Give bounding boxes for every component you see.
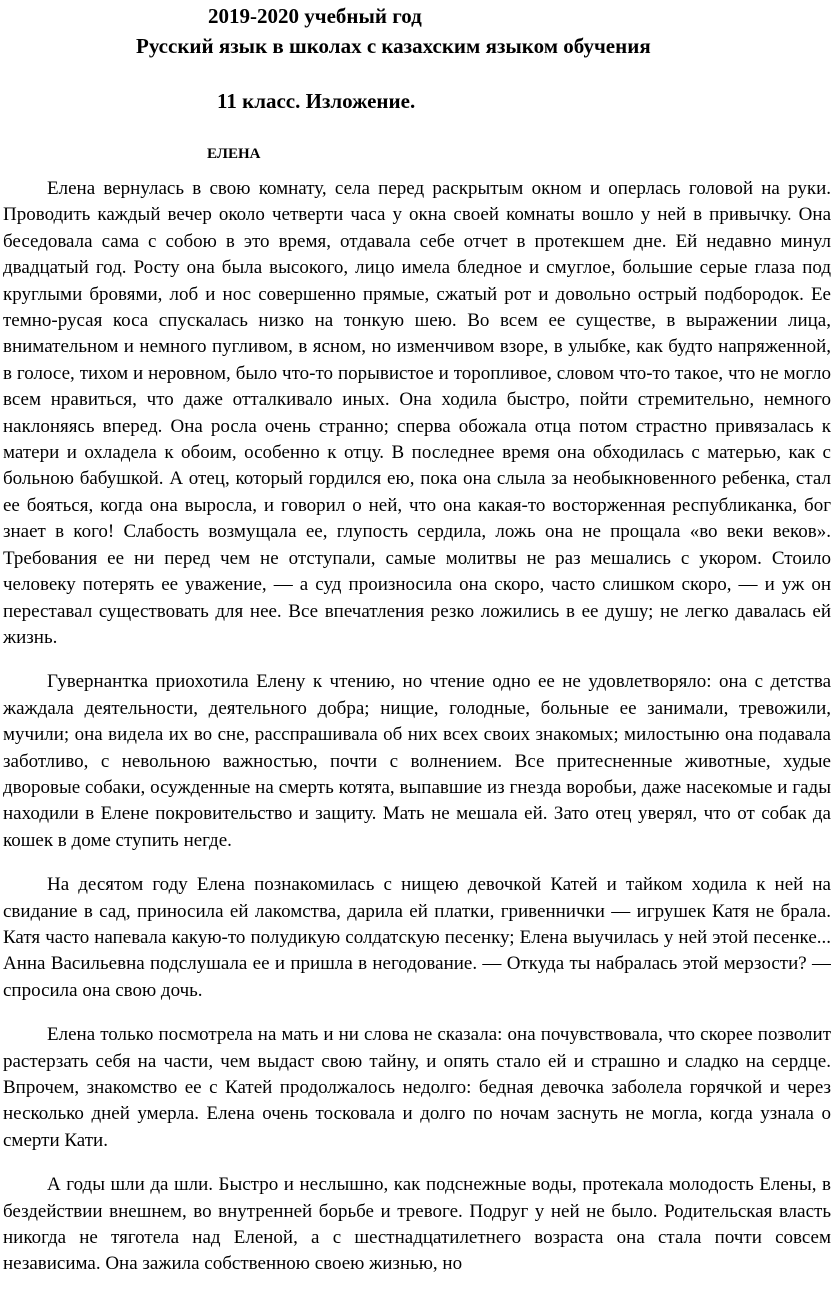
story-body (3, 176, 831, 1296)
paragraph-2: Гувернантка приохотила Елену к чтению, но чтение одно ее не удовлетворяло: она с детства жаждала деятельности, деятельного добра; нищие, голодные, больные ее занимали, тревожили, мучили; она видела их во сне, расспрашивала об них всех своих знакомых; милостыню она подавала заботливо, с невольною важностью, почти с волнением. Все притесненные животные, худые дворовые собаки, осужденные на смерть котята, выпавшие из гнезда воробьи, даже насекомые и гады находили в Елене покровительство и защиту. Мать не мешала ей. Зато отец уверял, что от собак да кошек в доме ступить негде. (3, 671, 831, 851)
school-year-heading: 2019-2020 учебный год (208, 4, 422, 28)
paragraph-5: А годы шли да шли. Быстро и неслышно, как подснежные воды, протекала молодость Елены, в бездействии внешнем, во внутренней борьбе и тревоге. Подруг у ней не было. Родительская власть никогда не тяготела над Еленой, а с шестнадцатилетнего возраста она стала почти совсем независима. Она зажила собственною своею жизнью, но (3, 1174, 831, 1275)
paragraph-4: Елена только посмотрела на мать и ни слова не сказала: она почувствовала, что скорее позволит растерзать себя на части, чем выдаст свою тайну, и опять стало ей и страшно и сладко на сердце. Впрочем, знакомство ее с Катей продолжалось недолго: бедная девочка заболела горячкой и через несколько дней умерла. Елена очень тосковала и долго по ночам заснуть не могла, когда узнала о смерти Кати. (3, 1024, 831, 1151)
paragraph-1: Елена вернулась в свою комнату, села перед раскрытым окном и оперлась головой на руки. Проводить каждый вечер около четверти часа у окна своей комнаты вошло у ней в привычку. Она беседовала сама с собою в это время, отдавала себе отчет в протекшем дне. Ей недавно минул двадцатый год. Росту она была высокого, лицо имела бледное и смуглое, большие серые глаза под круглыми бровями, лоб и нос совершенно прямые, сжатый рот и довольно острый подбородок. Ее темно-русая коса спускалась низко на тонкую шею. Во всем ее существе, в выражении лица, внимательном и немного пугливом, в ясном, но изменчивом взоре, в улыбке, как будто напряженной, в голосе, тихом и неровном, было что-то порывистое и торопливое, словом что-то такое, что не могло всем нравиться, что даже отталкивало иных. Она ходила быстро, пойти стремительно, немного наклоняясь вперед. Она росла очень странно; сперва обожала отца потом страстно привязалась к матери и охладела к обоим, особенно к отцу. В последнее время она обходилась с матерью, как с больною бабушкой. А отец, который гордился ею, пока она слыла за необыкновенного ребенка, стал ее бояться, когда она выросла, и говорил о ней, что она какая-то восторженная республиканка, бог знает в кого! Слабость возмущала ее, глупость сердила, ложь она не прощала «во веки веков». Требования ее ни перед чем не отступали, самые молитвы не раз мешались с укором. Стоило человеку потерять ее уважение, — а суд произносила она скоро, часто слишком скоро, — и уж он переставал существовать для нее. Все впечатления резко ложились в ее душу; не легко давалась ей жизнь. (3, 178, 831, 648)
paragraph-3: На десятом году Елена познакомилась с нищею девочкой Катей и тайком ходила к ней на свидание в сад, приносила ей лакомства, дарила ей платки, гривеннички — игрушек Катя не брала. Катя часто напевала какую-то полудикую солдатскую песенку; Елена выучилась у ней этой песенке... Анна Васильевна подслушала ее и пришла в негодование. — Откуда ты набралась этой мерзости? — спросила она свою дочь. (3, 874, 831, 1001)
subject-heading: Русский язык в школах с казахским языком обучения (136, 34, 651, 58)
grade-heading: 11 класс. Изложение. (217, 89, 416, 113)
story-title: ЕЛЕНА (207, 146, 261, 162)
